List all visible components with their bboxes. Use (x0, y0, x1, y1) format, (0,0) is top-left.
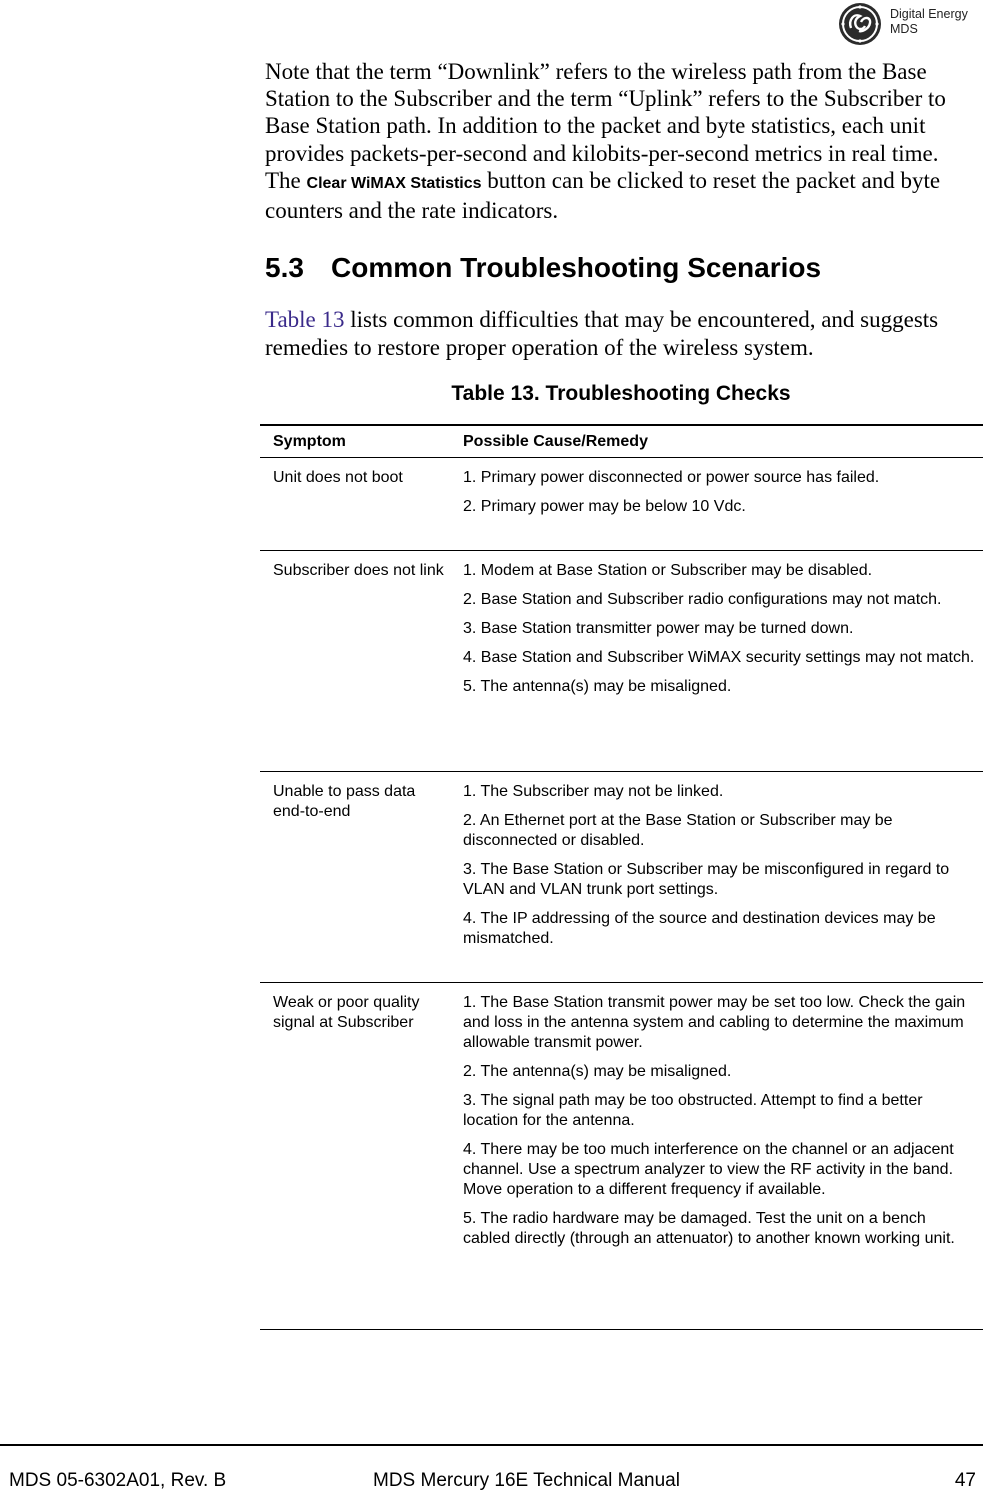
table-row (260, 551, 983, 771)
header-symptom: Symptom (273, 433, 346, 450)
table-header-row (260, 426, 983, 457)
table-bottom-rule (260, 1329, 983, 1330)
table-caption: Table 13. Troubleshooting Checks (451, 382, 791, 405)
remedy-item: 1. Modem at Base Station or Subscriber may be disabled. (463, 562, 873, 579)
section-heading (265, 252, 821, 284)
troubleshooting-table (260, 424, 983, 1330)
symptom-cell: Subscriber does not link (273, 562, 444, 579)
intro-text-end: button can be clicked to reset the packet and byte counters and the rate indicators. (265, 167, 941, 224)
table-row (260, 772, 983, 982)
remedy-item: 5. The radio hardware may be damaged. Test the unit on a bench cabled directly (through an attenuator) to another known working unit. (463, 1210, 955, 1247)
ge-logo (838, 2, 983, 46)
header-remedy: Possible Cause/Remedy (463, 433, 648, 450)
remedy-item: 2. The antenna(s) may be misaligned. (463, 1063, 732, 1080)
table-row (260, 983, 983, 1329)
remedy-cell (450, 458, 983, 550)
footer-rule (0, 1444, 983, 1446)
section-number: 5.3 (265, 252, 304, 283)
remedy-item: 4. There may be too much interference on the channel or an adjacent channel. Use a spectrum analyzer to view the RF activity in the band. Move operation to a different frequency if available. (463, 1141, 954, 1198)
remedy-item: 1. The Subscriber may not be linked. (463, 783, 724, 800)
footer-manual-title: MDS Mercury 16E Technical Manual (373, 1470, 680, 1491)
intro-paragraph (265, 58, 977, 224)
remedy-cell (450, 772, 983, 982)
remedy-item: 2. Base Station and Subscriber radio configurations may not match. (463, 591, 942, 608)
remedy-cell (450, 983, 983, 1329)
symptom-cell: Unit does not boot (273, 469, 403, 486)
ge-monogram-icon (838, 2, 882, 46)
logo-line-1: Digital Energy (890, 7, 968, 21)
remedy-item: 3. Base Station transmitter power may be turned down. (463, 620, 854, 637)
remedy-item: 2. Primary power may be below 10 Vdc. (463, 498, 746, 515)
remedy-item: 5. The antenna(s) may be misaligned. (463, 678, 732, 695)
remedy-item: 1. The Base Station transmit power may be set too low. Check the gain and loss in the antenna system and cabling to determine the maximum allowable transmit power. (463, 994, 966, 1051)
remedy-cell (450, 551, 983, 771)
symptom-cell: Weak or poor quality signal at Subscriber (273, 994, 420, 1031)
clear-wimax-statistics-ref: Clear WiMAX Statistics (306, 174, 482, 192)
lead-text: lists common difficulties that may be encountered, and suggests remedies to restore proper operation of the wireless system. (265, 307, 939, 360)
footer-page-number: 47 (954, 1470, 976, 1491)
table-13-link[interactable]: Table 13 (265, 307, 345, 332)
logo-line-2: MDS (890, 22, 918, 36)
intro-text-start: Note that the term “Downlink” refers to the wireless path from the Base Station to the Subscriber and the term “Uplink” refers to the Subscriber to Base Station path. In addition to the packet and byte statistics, each unit provides packets-per-second and kilobits-per-second metrics in real time. The (265, 59, 946, 193)
table-row (260, 458, 983, 550)
remedy-item: 3. The signal path may be too obstructed. Attempt to find a better location for the antenna. (463, 1092, 923, 1129)
remedy-item: 1. Primary power disconnected or power source has failed. (463, 469, 880, 486)
section-title: Common Troubleshooting Scenarios (331, 252, 822, 283)
symptom-cell: Unable to pass data end-to-end (273, 783, 416, 820)
remedy-item: 3. The Base Station or Subscriber may be misconfigured in regard to VLAN and VLAN trunk port settings. (463, 861, 950, 898)
remedy-item: 2. An Ethernet port at the Base Station or Subscriber may be disconnected or disabled. (463, 812, 893, 849)
logo-wordmark (890, 7, 968, 37)
remedy-item: 4. Base Station and Subscriber WiMAX security settings may not match. (463, 649, 975, 666)
lead-paragraph (265, 306, 977, 361)
footer-doc-number: MDS 05-6302A01, Rev. B (9, 1470, 227, 1491)
remedy-item: 4. The IP addressing of the source and destination devices may be mismatched. (463, 910, 936, 947)
